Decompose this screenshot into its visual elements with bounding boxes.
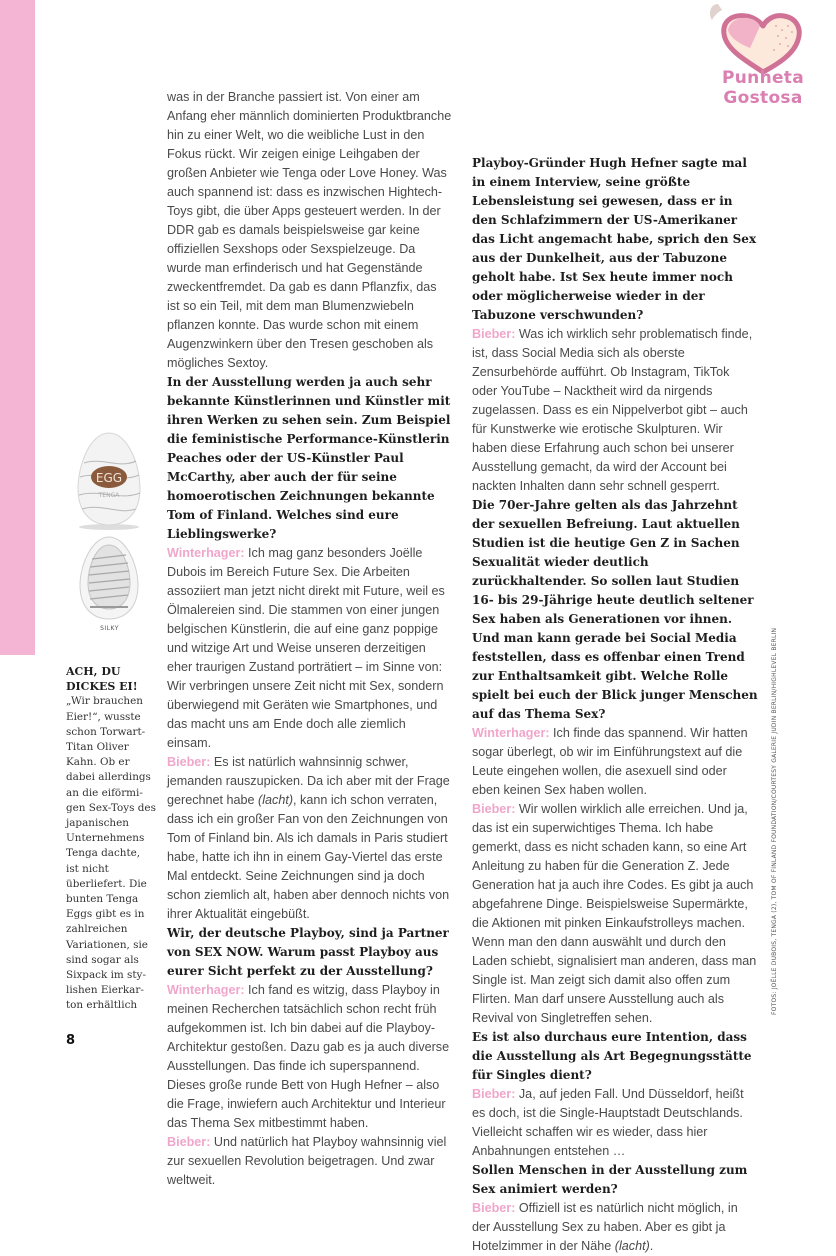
paragraph-text: Sollen Menschen in der Ausstellung zum Sex animiert werden? xyxy=(472,1163,748,1196)
speaker-name: Winterhager: xyxy=(167,546,245,560)
pink-margin-bar xyxy=(0,0,35,655)
photo-credit: FOTOS: JOËLLE DUBOIS, TENGA (2), TOM OF FINLAND FOUNDATION/COURTESY GALERIE JUDIN BERLIN/HIGHLEVEL BERLIN xyxy=(771,627,778,1015)
tenga-egg-image xyxy=(62,425,157,655)
speaker-name: Bieber: xyxy=(472,1201,516,1215)
speaker-name: Bieber: xyxy=(472,327,516,341)
interview-answer xyxy=(472,1199,758,1256)
speaker-name: Bieber: xyxy=(472,802,516,816)
interview-answer xyxy=(167,753,452,924)
paragraph-text: Und natürlich hat Playboy wahnsinnig viel zur sexuellen Revolution beigetragen. Und zwar weltweit. xyxy=(167,1135,447,1187)
speaker-name: Bieber: xyxy=(167,755,211,769)
paragraph-text: Die 70er-Jahre gelten als das Jahrzehnt der sexuellen Befreiung. Laut aktuellen Studien ist die heutige Gen Z in Sachen Sexualität wieder deutlich zurückhaltender. So sollen laut Studien 16- bis 29-Jährige heute deutlich seltener Sex haben als Generationen vor ihnen. Und man kann gerade bei Social Media feststellen, dass es offenbar einen Trend zur Enthaltsamkeit gibt. Welche Rolle spielt bei euch der Blick junger Menschen auf das Thema Sex? xyxy=(472,498,758,721)
interview-answer xyxy=(472,724,758,800)
interview-question xyxy=(167,373,452,544)
interview-answer xyxy=(167,544,452,753)
interview-answer xyxy=(472,800,758,1028)
interview-answer xyxy=(167,981,452,1133)
interview-answer xyxy=(167,88,452,373)
paragraph-text: . xyxy=(649,1239,654,1253)
interview-question xyxy=(472,1161,758,1199)
egg-caption: SILKY xyxy=(100,625,119,632)
speaker-name: Winterhager: xyxy=(167,983,245,997)
svg-text:TENGA: TENGA xyxy=(98,492,120,499)
sidebar-body: „Wir brauchen Eier!“, wusste schon Torwart-Titan Oliver Kahn. Ob er dabei allerdings an die eiförmigen Sex-Toys des japanischen Unternehmens Tenga dachte, ist nicht überliefert. Die bunten Tenga Eggs gibt es in zahlreichen Variationen, sie sind sogar als Sixpack im stylishen Eierkarton erhältlich xyxy=(66,695,156,1012)
interview-answer xyxy=(472,325,758,496)
svg-text:EGG: EGG xyxy=(95,471,123,485)
article-column-left xyxy=(167,88,452,1190)
paragraph-text: Es ist also durchaus eure Intention, dass die Ausstellung als Art Begegnungsstätte für Singles dient? xyxy=(472,1030,752,1082)
sidebar-title: ACH, DU DICKES EI! xyxy=(66,665,138,694)
speaker-name: Bieber: xyxy=(167,1135,211,1149)
paragraph-text: Wir, der deutsche Playboy, sind ja Partner von SEX NOW. Warum passt Playboy aus eurer Sicht perfekt zu der Ausstellung? xyxy=(167,926,449,978)
interview-question xyxy=(472,154,758,325)
paragraph-text: Playboy-Gründer Hugh Hefner sagte mal in einem Interview, seine größte Lebensleistung sei gewesen, dass er in den Schlafzimmern der US-Amerikaner das Licht angemacht habe, sprich den Sex aus der Dunkelheit, aus der Tabuzone geholt habe. Ist Sex heute immer noch oder möglicherweise wieder in der Tabuzone verschwunden? xyxy=(472,156,757,322)
paragraph-text: Es ist natürlich wahnsinnig schwer, jemanden rauszupicken. Da ich aber mit der Frage gerechnet habe xyxy=(167,755,450,807)
egg-illustration-icon xyxy=(62,425,157,625)
speaker-name: Winterhager: xyxy=(472,726,550,740)
interview-question xyxy=(167,924,452,981)
article-column-right xyxy=(472,154,758,1256)
interview-question xyxy=(472,496,758,724)
logo-text: Punheta Gostosa xyxy=(722,68,804,108)
paragraph-text: Ja, auf jeden Fall. Und Düsseldorf, heißt es doch, ist die Single-Hauptstadt Deutschlands. Vielleicht schaffen wir es wieder, dass hier Anbahnungen entstehen … xyxy=(472,1087,744,1158)
interview-answer xyxy=(472,1085,758,1161)
paragraph-text: was in der Branche passiert ist. Von einer am Anfang eher männlich dominierten Produktbranche hin zu einer Welt, wo die weibliche Lust in den Fokus rückt. Wir zeigen einige Leihgaben der großen Anbieter wie Tenga oder Love Honey. Was auch spannend ist: dass es inzwischen Hightech-Toys gibt, die über Apps gesteuert werden. In der DDR gab es damals beispielsweise gar keine offiziellen Sexshops oder Sexspielzeuge. Da wurde man erfinderisch und hat Gegenstände zweckentfremdet. Da gab es dann Pflanzfix, das ist so ein Teil, mit dem man Blumenzwiebeln pflanzen konnte. Das wurde schon mit einem Augenzwinkern über den Tresen geschoben als mögliches Sextoy. xyxy=(167,90,452,370)
paragraph-text: Was ich wirklich sehr problematisch finde, ist, dass Social Media sich als oberste Zensurbehörde aufführt. Ob Instagram, TikTok oder YouTube – Nacktheit wird da nirgends zugelassen. Dass es ein Nippelverbot gibt – auch für Kunstwerke wie erotische Skulpturen. Wir haben diese Erfahrung auch schon bei unserer Ausstellung gemacht, da wird der Account bei nackten Inhalten dann sehr schnell gesperrt. xyxy=(472,327,753,493)
sidebar-box xyxy=(66,664,156,1014)
paragraph-text: , kann ich schon verraten, dass ich ein großer Fan von den Zeichnungen von Tom of Finland bin. Als ich damals in Paris studiert habe, hatte ich ihn in einem Gay-Viertel das erste Mal entdeckt. Seine Zeichnungen sind ja doch schon ziemlich alt, haben aber dennoch nichts von ihrer Aktualität eingebüßt. xyxy=(167,793,450,921)
interview-question xyxy=(472,1028,758,1085)
stage-direction: (lacht) xyxy=(614,1239,650,1253)
watermark-logo xyxy=(690,0,836,108)
interview-answer xyxy=(167,1133,452,1190)
paragraph-text: Ich finde das spannend. Wir hatten sogar überlegt, ob wir im Einführungstext auf die Leute eingehen wollen, die asexuell sind oder eben keinen Sex haben wollen. xyxy=(472,726,748,797)
paragraph-text: In der Ausstellung werden ja auch sehr bekannte Künstlerinnen und Künstler mit ihren Werken zu sehen sein. Zum Beispiel die feministische Performance-Künstlerin Peaches oder der US-Künstler Paul McCarthy, aber auch der für seine homoerotischen Zeichnungen bekannte Tom of Finland. Welches sind eure Lieblingswerke? xyxy=(167,375,451,541)
paragraph-text: Ich fand es witzig, dass Playboy in meinen Recherchen tatsächlich schon recht früh aufgekommen ist. Ich bin dabei auf die Playboy-Architektur gestoßen. Dazu gab es ja auch diverse Ausstellungen. Das finde ich superspannend. Dieses große runde Bett von Hugh Hefner – also die Frage, inwiefern auch Architektur und Interieur das Thema Sex mitbestimmt haben. xyxy=(167,983,450,1130)
stage-direction: (lacht) xyxy=(258,793,294,807)
page-number: 8 xyxy=(66,1033,76,1048)
paragraph-text: Wir wollen wirklich alle erreichen. Und ja, das ist ein superwichtiges Thema. Ich habe gemerkt, dass es nicht schaden kann, so eine Art Anleitung zu haben für die Generation Z. Jede Generation hat ja auch ihre Codes. Es gibt ja auch abgefahrene Dinge. Beispielsweise Supermärkte, die Aktionen mit pinken Einkaufstrolleys machen. Wenn man den dann auswählt und durch den Laden schiebt, signalisiert man anderen, dass man Single ist. Man zeigt sich damit also offen zum Flirten. Man darf unsere Ausstellung auch als Revival von Singletreffen sehen. xyxy=(472,802,757,1025)
paragraph-text: Ich mag ganz besonders Joëlle Dubois im Bereich Future Sex. Die Arbeiten assoziiert man jetzt nicht direkt mit Future, weil es Ölmalereien sind. Die stammen von einer jungen belgischen Künstlerin, die auf eine ganz poppige und witzige Art und Weise unseren derzeitigen eher traurigen Zustand porträtiert – im Sinne von: Wir verbringen unsere Zeit nicht mit Sex, sondern überwiegend mit Geräten wie Smartphones, und das macht uns am Ende doch alle ziemlich einsam. xyxy=(167,546,445,750)
paragraph-text: Offiziell ist es natürlich nicht möglich, in der Ausstellung Sex zu haben. Aber es gibt ja Hotelzimmer in der Nähe xyxy=(472,1201,738,1253)
speaker-name: Bieber: xyxy=(472,1087,516,1101)
